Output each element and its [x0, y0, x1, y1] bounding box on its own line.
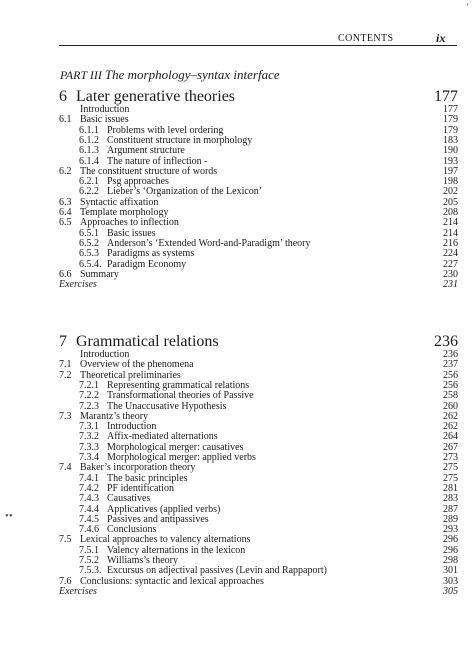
section-title: Problems with level ordering [107, 124, 224, 136]
section-number: 6.5.2 [79, 237, 99, 249]
part-heading [60, 67, 280, 83]
section-page: 230 [443, 268, 458, 280]
section-page: 289 [443, 513, 458, 525]
section-number: 6.5.1 [79, 227, 99, 239]
section-number: 6.2.2 [79, 186, 99, 198]
section-page: 298 [443, 555, 458, 566]
scan-mark: ʼ [466, 2, 469, 12]
section-page: 183 [443, 134, 458, 146]
section-title: Paradigm Economy [107, 258, 187, 270]
section-title: Introduction [107, 421, 157, 433]
section-number: 7.2.2 [79, 390, 99, 402]
section-title: Lexical approaches to valency alternations [80, 534, 251, 546]
section-page: 287 [443, 503, 458, 515]
section-title: Morphological merger: causatives [107, 441, 244, 453]
section-page: 264 [443, 431, 458, 443]
section-title: Williams’s theory [107, 555, 178, 566]
section-page: 267 [443, 441, 458, 453]
section-title: Syntactic affixation [80, 196, 159, 208]
section-number: 7.3 [59, 410, 72, 422]
section-number: 7.4.5 [79, 513, 99, 525]
section-page: 202 [443, 186, 458, 198]
section-title: Excursus on adjectival passives (Levin and Rappaport) [107, 565, 327, 577]
section-number: 7.2.1 [79, 379, 99, 391]
section-title: Basic issues [80, 114, 129, 126]
section-title: Basic issues [107, 227, 156, 239]
section-number: 6.1 [59, 114, 72, 126]
section-page: 237 [443, 359, 458, 371]
section-number: 6.4 [59, 207, 72, 218]
scan-mark: •• [5, 510, 13, 522]
section-title: Overview of the phenomena [80, 359, 194, 371]
section-page: 231 [443, 279, 458, 291]
section-page: 296 [443, 534, 458, 546]
section-number: 7.5 [59, 534, 72, 546]
section-page: 256 [443, 379, 458, 391]
section-page: 214 [443, 217, 458, 229]
section-page: 236 [443, 349, 458, 360]
section-number: 7.3.1 [79, 421, 99, 433]
section-number: 7.5.1 [79, 544, 99, 556]
section-page: 205 [443, 196, 458, 208]
section-page: 258 [443, 390, 458, 402]
section-title: Baker’s incorporation theory [80, 462, 196, 474]
section-title: Exercises [59, 585, 97, 597]
section-title: Anderson’s ‘Extended Word-and-Paradigm’ theory [107, 237, 311, 249]
chapter-title: Grammatical relations [76, 333, 219, 350]
section-number: 7.5.3. [79, 565, 102, 577]
chapter-heading[interactable] [59, 88, 458, 104]
section-title: Summary [80, 268, 119, 280]
chapter-number: 6 [59, 88, 67, 105]
section-page: 208 [443, 207, 458, 218]
section-title: Approaches to inflection [80, 217, 179, 229]
section-title: Psg approaches [107, 176, 169, 188]
section-page: 275 [443, 472, 458, 484]
section-page: 197 [443, 165, 458, 177]
section-title: PF identification [107, 482, 174, 494]
section-number: 6.5.3 [79, 248, 99, 260]
section-number: 6.1.3 [79, 145, 99, 157]
toc-exercises-entry[interactable] [59, 279, 458, 290]
section-title: Introduction [80, 104, 130, 115]
section-number: 6.6 [59, 268, 72, 280]
section-title: Passives and antipassives [107, 513, 209, 525]
section-number: 7.4.2 [79, 482, 99, 494]
section-title: The constituent structure of words [80, 165, 218, 177]
section-title: Conclusions: syntactic and lexical approaches [80, 575, 264, 587]
header-rule [59, 45, 457, 46]
chapter-page: 236 [434, 333, 458, 350]
section-page: 296 [443, 544, 458, 556]
section-number: 7.5.2 [79, 555, 99, 566]
running-header-title: CONTENTS [338, 33, 394, 44]
section-number: 6.1.2 [79, 134, 99, 146]
section-page: 179 [443, 124, 458, 136]
section-page: 214 [443, 227, 458, 239]
section-page: 198 [443, 176, 458, 188]
chapter-heading[interactable] [59, 333, 458, 349]
section-title: Morphological merger: applied verbs [107, 452, 256, 463]
section-title: The basic principles [107, 472, 188, 484]
section-page: 260 [443, 400, 458, 412]
section-page: 301 [443, 565, 458, 577]
section-number: 6.3 [59, 196, 72, 208]
chapter-title: Later generative theories [76, 88, 236, 105]
chapter-number: 7 [59, 333, 67, 350]
toc-exercises-entry[interactable] [59, 586, 458, 597]
section-page: 256 [443, 369, 458, 381]
section-number: 6.2 [59, 165, 72, 177]
section-number: 7.3.2 [79, 431, 99, 443]
section-title: Valency alternations in the lexicon [107, 544, 246, 556]
section-page: 227 [443, 258, 458, 270]
section-title: The Unaccusative Hypothesis [107, 400, 227, 412]
section-page: 262 [443, 421, 458, 433]
section-page: 305 [443, 585, 458, 597]
chapter-page: 177 [434, 88, 458, 105]
section-title: Applicatives (applied verbs) [107, 503, 221, 515]
section-page: 273 [443, 452, 458, 463]
section-title: Argument structure [107, 145, 185, 157]
section-number: 7.1 [59, 359, 72, 371]
section-number: 6.1.4 [79, 155, 99, 167]
section-title: Paradigms as systems [107, 248, 195, 260]
section-title: Transformational theories of Passive [107, 390, 254, 402]
section-number: 7.2 [59, 369, 72, 381]
section-page: 216 [443, 237, 458, 249]
section-title: Marantz’s theory [80, 410, 149, 422]
section-page: 275 [443, 462, 458, 474]
section-number: 7.4 [59, 462, 72, 474]
section-title: Affix-mediated alternations [107, 431, 218, 443]
section-page: 281 [443, 482, 458, 494]
page-number: ix [436, 31, 446, 45]
section-title: Lieber’s ‘Organization of the Lexicon’ [107, 186, 263, 198]
section-number: 6.5 [59, 217, 72, 229]
section-page: 283 [443, 493, 458, 505]
section-page: 190 [443, 145, 458, 157]
section-title: Theoretical preliminaries [80, 369, 181, 381]
section-title: The nature of inflection - [107, 155, 208, 167]
section-page: 262 [443, 410, 458, 422]
section-title: Exercises [59, 279, 97, 291]
section-title: Causatives [107, 493, 151, 505]
part-label: PART III [60, 68, 102, 82]
section-number: 7.4.4 [79, 503, 99, 515]
section-title: Constituent structure in morphology [107, 134, 253, 146]
section-number: 6.5.4. [79, 258, 102, 270]
section-page: 293 [443, 524, 458, 536]
section-page: 193 [443, 155, 458, 167]
section-number: 6.1.1 [79, 124, 99, 136]
section-number: 7.3.3 [79, 441, 99, 453]
part-title: The morphology–syntax interface [104, 67, 280, 82]
section-number: 7.6 [59, 575, 72, 587]
section-title: Introduction [80, 349, 130, 360]
section-page: 224 [443, 248, 458, 260]
section-number: 7.4.3 [79, 493, 99, 505]
section-number: 7.3.4 [79, 452, 99, 463]
section-page: 179 [443, 114, 458, 126]
section-number: 7.2.3 [79, 400, 99, 412]
section-number: 6.2.1 [79, 176, 99, 188]
section-page: 177 [443, 104, 458, 115]
section-number: 7.4.6 [79, 524, 99, 536]
section-page: 303 [443, 575, 458, 587]
section-number: 7.4.1 [79, 472, 99, 484]
section-title: Template morphology [80, 207, 169, 218]
section-title: Conclusions [107, 524, 157, 536]
section-title: Representing grammatical relations [107, 379, 250, 391]
